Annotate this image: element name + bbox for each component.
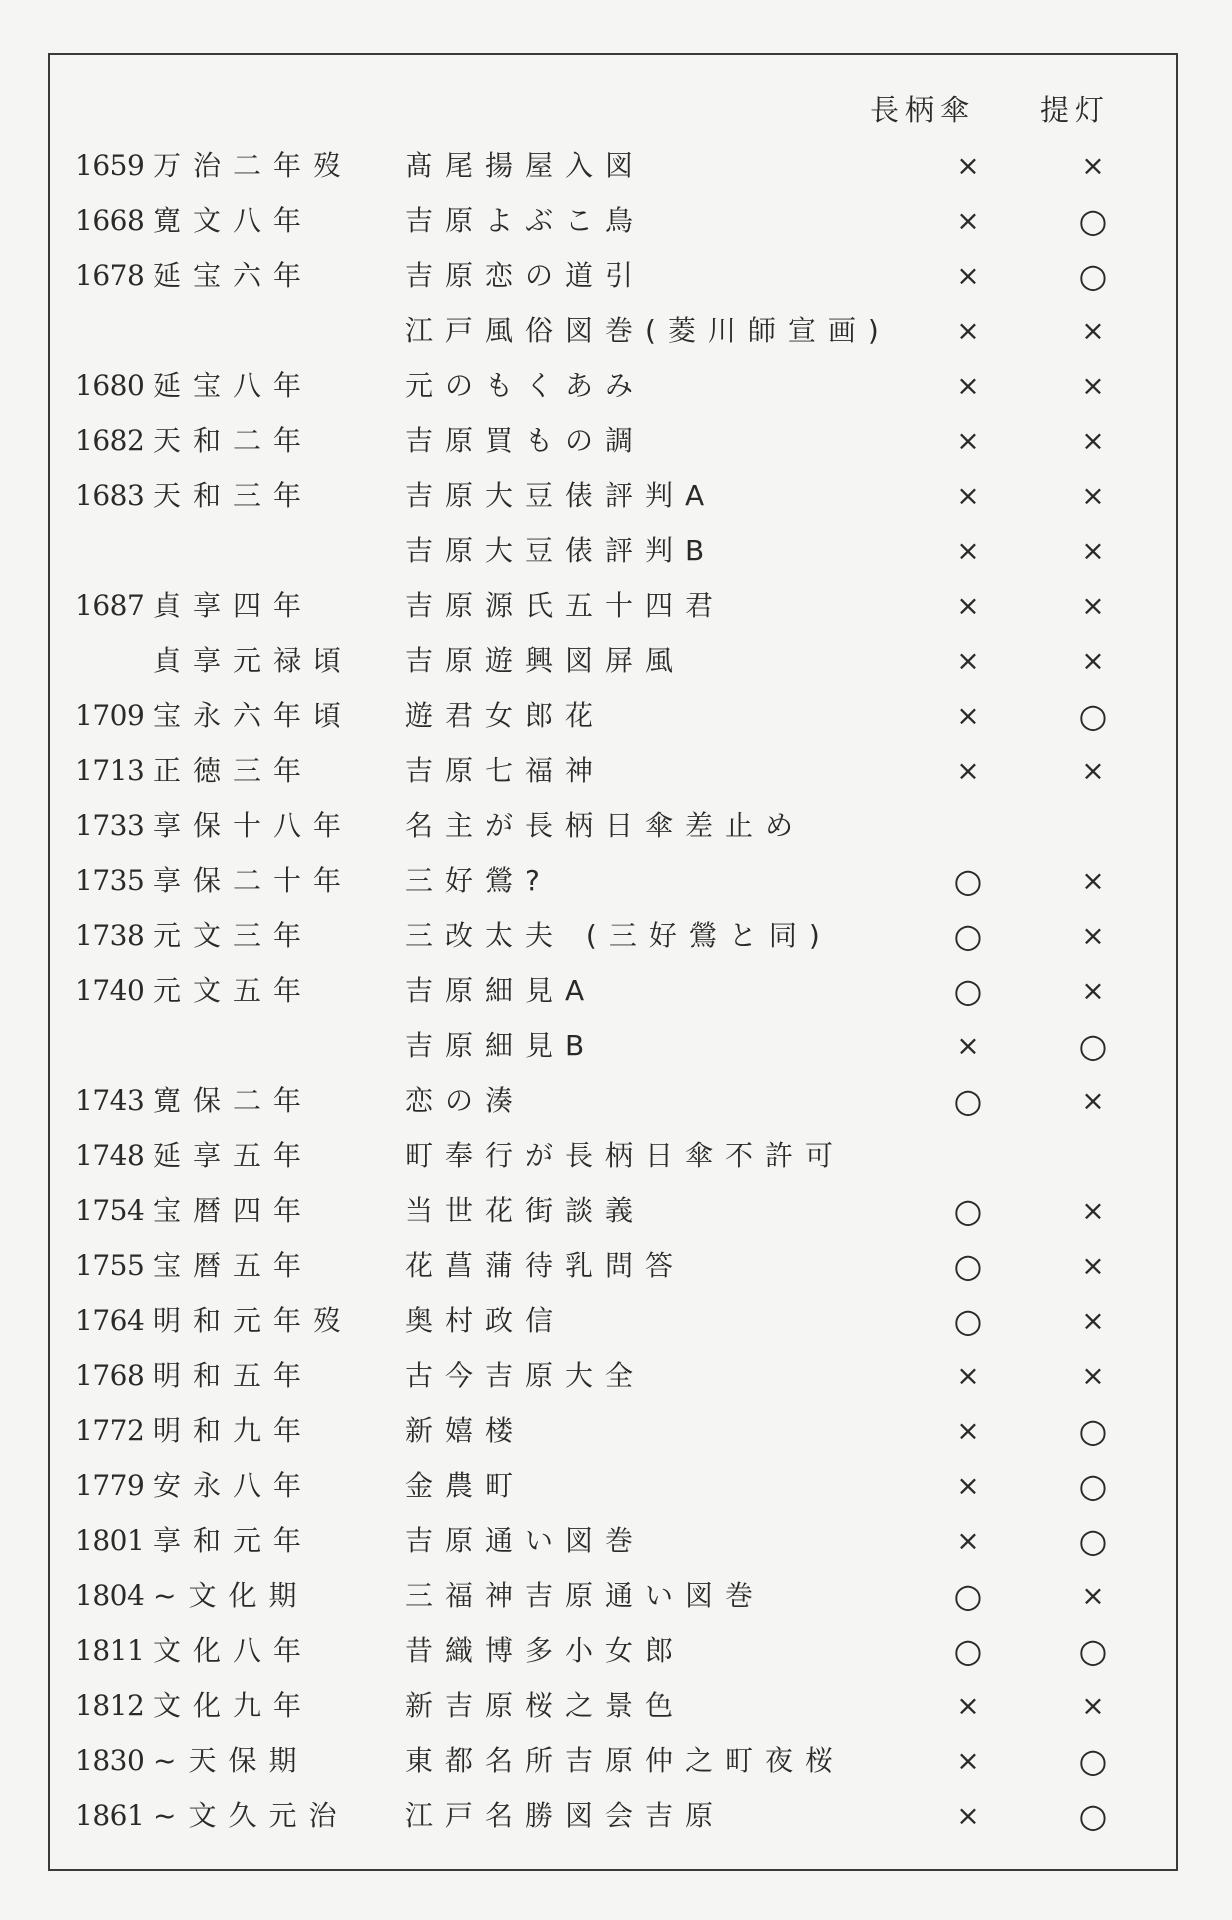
row-lantern-mark: ○: [1078, 1741, 1108, 1780]
table-row: [0, 1573, 1232, 1628]
row-umbrella-mark: ×: [956, 1799, 980, 1832]
row-lantern-mark: ×: [1081, 369, 1105, 402]
row-title: 三改太夫 (三好鶯と同): [405, 919, 832, 952]
row-title: 新嬉楼: [405, 1414, 526, 1447]
row-era: 宝永六年頃: [153, 699, 354, 732]
row-era: 寛保二年: [153, 1084, 314, 1117]
row-lantern-mark: ○: [1078, 256, 1108, 295]
row-umbrella-mark: ○: [953, 916, 983, 955]
row-lantern-mark: ×: [1081, 589, 1105, 622]
row-year: 1735: [75, 864, 145, 897]
row-lantern-mark: [1073, 1133, 1113, 1188]
row-title: 吉原買もの調: [405, 424, 646, 457]
table-row: [0, 583, 1232, 638]
row-title: 吉原細見B: [405, 1029, 597, 1062]
row-era: ~天保期: [153, 1744, 309, 1777]
row-lantern-mark: ○: [1078, 1411, 1108, 1450]
row-title: 江戸風俗図巻(菱川師宣画): [405, 314, 891, 347]
row-umbrella-mark: ×: [956, 424, 980, 457]
row-umbrella-mark: ×: [956, 314, 980, 347]
row-lantern-mark: ×: [1081, 864, 1105, 897]
row-umbrella-mark: ×: [956, 644, 980, 677]
row-title: 吉原細見A: [405, 974, 597, 1007]
row-era: 元文三年: [153, 919, 314, 952]
row-title: 町奉行が長柄日傘不許可: [405, 1139, 846, 1172]
row-umbrella-mark: ×: [956, 1029, 980, 1062]
row-title: 花菖蒲待乳問答: [405, 1249, 686, 1282]
row-title: 三好鶯?: [405, 864, 552, 897]
row-title: 新吉原桜之景色: [405, 1689, 686, 1722]
row-year: 1743: [75, 1084, 145, 1117]
row-era: 延宝六年: [153, 259, 314, 292]
row-lantern-mark: ×: [1081, 919, 1105, 952]
row-title: 吉原よぶこ鳥: [405, 204, 646, 237]
row-era: 天和二年: [153, 424, 314, 457]
table-row: [0, 363, 1232, 418]
table-row: [0, 418, 1232, 473]
row-umbrella-mark: ×: [956, 1689, 980, 1722]
table-row: [0, 1243, 1232, 1298]
row-year: 1659: [75, 149, 145, 182]
row-lantern-mark: ×: [1081, 314, 1105, 347]
row-umbrella-mark: ×: [956, 754, 980, 787]
row-era: 延享五年: [153, 1139, 314, 1172]
table-row: [0, 1738, 1232, 1793]
row-title: 吉原通い図巻: [405, 1524, 646, 1557]
table-row: [0, 253, 1232, 308]
table-row: [0, 308, 1232, 363]
row-umbrella-mark: ×: [956, 479, 980, 512]
row-lantern-mark: ×: [1081, 1359, 1105, 1392]
table-row: [0, 1353, 1232, 1408]
row-title: 恋の湊: [405, 1084, 526, 1117]
row-umbrella-mark: ×: [956, 259, 980, 292]
row-umbrella-mark: ○: [953, 971, 983, 1010]
row-era: 万治二年歿: [153, 149, 354, 182]
table-row: [0, 198, 1232, 253]
row-umbrella-mark: ×: [956, 1469, 980, 1502]
table-row: [0, 1463, 1232, 1518]
row-lantern-mark: ×: [1081, 149, 1105, 182]
row-umbrella-mark: ○: [953, 1191, 983, 1230]
rows-container: [0, 143, 1232, 1848]
row-era: 元文五年: [153, 974, 314, 1007]
row-title: 遊君女郎花: [405, 699, 606, 732]
table-row: [0, 473, 1232, 528]
header-lantern: 提灯: [1040, 93, 1111, 127]
row-era: 延宝八年: [153, 369, 314, 402]
row-year: 1687: [75, 589, 145, 622]
row-era: 貞享元禄頃: [153, 644, 354, 677]
row-year: 1811: [75, 1634, 145, 1667]
row-lantern-mark: ○: [1078, 1521, 1108, 1560]
row-year: 1668: [75, 204, 145, 237]
row-year: 1682: [75, 424, 145, 457]
row-year: 1713: [75, 754, 145, 787]
row-year: 1768: [75, 1359, 145, 1392]
row-lantern-mark: ×: [1081, 534, 1105, 567]
row-era: 寛文八年: [153, 204, 314, 237]
row-lantern-mark: [1073, 803, 1113, 858]
row-lantern-mark: ×: [1081, 1304, 1105, 1337]
row-title: 古今吉原大全: [405, 1359, 646, 1392]
row-lantern-mark: ×: [1081, 1084, 1105, 1117]
row-era: 明和五年: [153, 1359, 314, 1392]
row-era: 宝暦四年: [153, 1194, 314, 1227]
row-umbrella-mark: ×: [956, 369, 980, 402]
row-lantern-mark: ×: [1081, 1194, 1105, 1227]
row-title: 奥村政信: [405, 1304, 566, 1337]
row-year: 1779: [75, 1469, 145, 1502]
row-title: 昔織博多小女郎: [405, 1634, 686, 1667]
row-era: 明和元年歿: [153, 1304, 354, 1337]
table-row: [0, 143, 1232, 198]
row-era: 明和九年: [153, 1414, 314, 1447]
row-lantern-mark: ×: [1081, 479, 1105, 512]
row-era: 安永八年: [153, 1469, 314, 1502]
row-umbrella-mark: ○: [953, 1631, 983, 1670]
row-era: ~文化期: [153, 1579, 309, 1612]
row-umbrella-mark: ×: [956, 1524, 980, 1557]
row-title: 吉原源氏五十四君: [405, 589, 726, 622]
row-year: 1733: [75, 809, 145, 842]
row-umbrella-mark: ×: [956, 699, 980, 732]
row-year: 1801: [75, 1524, 145, 1557]
row-era: 享保二十年: [153, 864, 354, 897]
table-row: [0, 858, 1232, 913]
row-lantern-mark: ×: [1081, 1249, 1105, 1282]
row-year: 1861: [75, 1799, 145, 1832]
row-year: 1764: [75, 1304, 145, 1337]
row-umbrella-mark: ○: [953, 861, 983, 900]
row-year: 1748: [75, 1139, 145, 1172]
row-title: 三福神吉原通い図巻: [405, 1579, 766, 1612]
row-year: 1738: [75, 919, 145, 952]
row-umbrella-mark: ○: [953, 1081, 983, 1120]
row-title: 元のもくあみ: [405, 369, 646, 402]
row-era: 享保十八年: [153, 809, 354, 842]
row-umbrella-mark: ○: [953, 1576, 983, 1615]
row-umbrella-mark: ×: [956, 534, 980, 567]
row-title: 東都名所吉原仲之町夜桜: [405, 1744, 846, 1777]
row-title: 名主が長柄日傘差止め: [405, 809, 806, 842]
row-lantern-mark: ×: [1081, 754, 1105, 787]
row-umbrella-mark: ×: [956, 149, 980, 182]
row-year: 1772: [75, 1414, 145, 1447]
row-lantern-mark: ×: [1081, 424, 1105, 457]
row-era: 天和三年: [153, 479, 314, 512]
table-row: [0, 968, 1232, 1023]
row-era: 文化八年: [153, 1634, 314, 1667]
header-umbrella: 長柄傘: [870, 93, 976, 127]
row-lantern-mark: ×: [1081, 1579, 1105, 1612]
row-title: 吉原遊興図屏風: [405, 644, 686, 677]
row-era: ~文久元治: [153, 1799, 349, 1832]
row-umbrella-mark: ×: [956, 204, 980, 237]
row-era: 文化九年: [153, 1689, 314, 1722]
row-lantern-mark: ○: [1078, 1796, 1108, 1835]
row-year: 1740: [75, 974, 145, 1007]
row-lantern-mark: ○: [1078, 1466, 1108, 1505]
row-title: 吉原七福神: [405, 754, 606, 787]
table-row: [0, 638, 1232, 693]
row-umbrella-mark: ×: [956, 589, 980, 622]
row-year: 1830: [75, 1744, 145, 1777]
row-year: 1709: [75, 699, 145, 732]
table-row: [0, 1628, 1232, 1683]
row-umbrella-mark: [948, 803, 988, 858]
row-lantern-mark: ×: [1081, 974, 1105, 1007]
table-row: [0, 748, 1232, 803]
row-lantern-mark: ○: [1078, 201, 1108, 240]
row-year: 1754: [75, 1194, 145, 1227]
table-row: [0, 1518, 1232, 1573]
row-year: 1678: [75, 259, 145, 292]
row-lantern-mark: ×: [1081, 644, 1105, 677]
table-row: [0, 1078, 1232, 1133]
row-era: 正徳三年: [153, 754, 314, 787]
row-lantern-mark: ○: [1078, 1631, 1108, 1670]
row-title: 吉原大豆俵評判A: [405, 479, 717, 512]
table-row: [0, 1298, 1232, 1353]
table-row: [0, 693, 1232, 748]
row-umbrella-mark: ×: [956, 1744, 980, 1777]
table-row: [0, 913, 1232, 968]
table-row: [0, 528, 1232, 583]
table-row: [0, 1683, 1232, 1738]
row-year: 1755: [75, 1249, 145, 1282]
row-title: 江戸名勝図会吉原: [405, 1799, 726, 1832]
row-umbrella-mark: [948, 1133, 988, 1188]
row-year: 1812: [75, 1689, 145, 1722]
row-lantern-mark: ○: [1078, 696, 1108, 735]
row-title: 当世花街談義: [405, 1194, 646, 1227]
row-year: 1804: [75, 1579, 145, 1612]
table-row: [0, 1023, 1232, 1078]
row-umbrella-mark: ×: [956, 1414, 980, 1447]
row-era: 貞享四年: [153, 589, 314, 622]
row-era: 享和元年: [153, 1524, 314, 1557]
row-year: 1683: [75, 479, 145, 512]
row-title: 吉原恋の道引: [405, 259, 646, 292]
row-umbrella-mark: ○: [953, 1301, 983, 1340]
row-umbrella-mark: ×: [956, 1359, 980, 1392]
row-year: 1680: [75, 369, 145, 402]
row-lantern-mark: ×: [1081, 1689, 1105, 1722]
table-row: [0, 1188, 1232, 1243]
table-row: [0, 1133, 1232, 1188]
row-title: 髙尾揚屋入図: [405, 149, 646, 182]
table-row: [0, 1408, 1232, 1463]
row-era: 宝暦五年: [153, 1249, 314, 1282]
row-title: 吉原大豆俵評判B: [405, 534, 717, 567]
table-row: [0, 1793, 1232, 1848]
row-umbrella-mark: ○: [953, 1246, 983, 1285]
row-title: 金農町: [405, 1469, 526, 1502]
table-row: [0, 803, 1232, 858]
row-lantern-mark: ○: [1078, 1026, 1108, 1065]
